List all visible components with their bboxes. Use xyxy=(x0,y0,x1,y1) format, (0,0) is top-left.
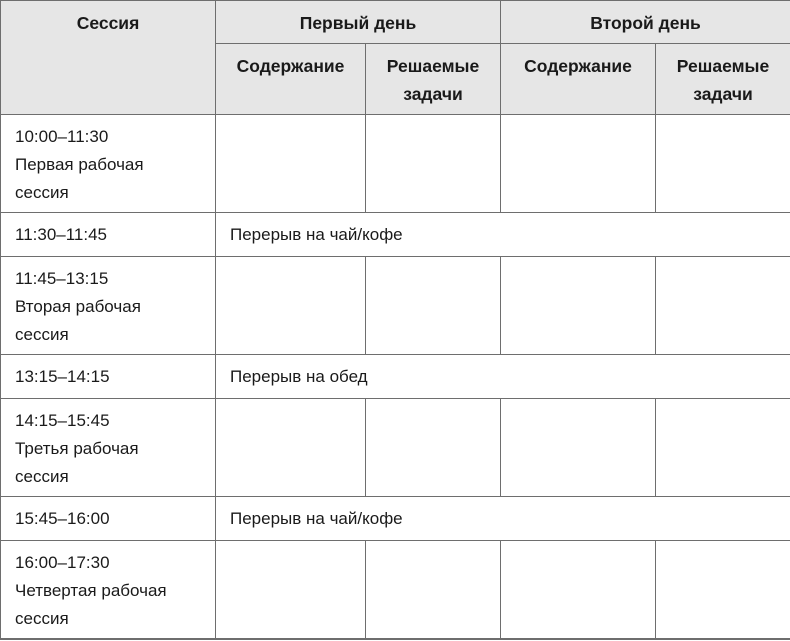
session-name-cont: сессия xyxy=(15,325,69,344)
header-day2-tasks xyxy=(656,44,790,115)
table-row xyxy=(1,497,790,541)
break-label: Перерыв на обед xyxy=(216,355,790,399)
header-row-top xyxy=(1,1,790,44)
day1-tasks-cell xyxy=(366,115,501,213)
day1-content-cell xyxy=(216,399,366,497)
session-name-cont: сессия xyxy=(15,609,69,628)
day2-content-cell xyxy=(501,541,656,639)
day2-tasks-cell xyxy=(656,541,790,639)
tasks-line1: Решаемые xyxy=(386,56,480,76)
session-name: Четвертая рабочая xyxy=(15,581,167,600)
day1-content-cell xyxy=(216,257,366,355)
day1-tasks-cell xyxy=(366,541,501,639)
session-time: 11:45–13:15 xyxy=(15,269,109,288)
table-row xyxy=(1,541,790,639)
day2-content-cell xyxy=(501,115,656,213)
day1-content-cell xyxy=(216,115,366,213)
tasks-line2: задачи xyxy=(403,84,463,104)
day1-content-cell xyxy=(216,541,366,639)
day2-content-cell xyxy=(501,257,656,355)
table-row xyxy=(1,355,790,399)
session-cell: 11:30–11:45 xyxy=(1,213,216,257)
session-cell: 13:15–14:15 xyxy=(1,355,216,399)
table-row xyxy=(1,257,790,355)
tasks-line2: задачи xyxy=(693,84,753,104)
break-label: Перерыв на чай/кофе xyxy=(216,213,790,257)
session-time: 16:00–17:30 xyxy=(15,553,110,572)
header-session: Сессия xyxy=(1,1,216,115)
session-name-cont: сессия xyxy=(15,467,69,486)
session-name-cont: сессия xyxy=(15,183,69,202)
session-cell: 15:45–16:00 xyxy=(1,497,216,541)
day2-tasks-cell xyxy=(656,257,790,355)
table-row xyxy=(1,213,790,257)
tasks-line1: Решаемые xyxy=(676,56,770,76)
day1-tasks-cell xyxy=(366,399,501,497)
session-name: Вторая рабочая xyxy=(15,297,141,316)
session-time: 14:15–15:45 xyxy=(15,411,110,430)
header-day1: Первый день xyxy=(216,1,501,44)
session-name: Третья рабочая xyxy=(15,439,139,458)
session-cell xyxy=(1,541,216,639)
session-name: Первая рабочая xyxy=(15,155,144,174)
header-day2: Второй день xyxy=(501,1,790,44)
table-row xyxy=(1,115,790,213)
day2-tasks-cell xyxy=(656,115,790,213)
header-day1-content: Содержание xyxy=(216,44,366,115)
day2-content-cell xyxy=(501,399,656,497)
header-day1-tasks xyxy=(366,44,501,115)
day1-tasks-cell xyxy=(366,257,501,355)
table-row xyxy=(1,399,790,497)
session-time: 10:00–11:30 xyxy=(15,127,109,146)
session-cell xyxy=(1,257,216,355)
break-label: Перерыв на чай/кофе xyxy=(216,497,790,541)
header-day2-content: Содержание xyxy=(501,44,656,115)
session-cell xyxy=(1,399,216,497)
day2-tasks-cell xyxy=(656,399,790,497)
session-cell xyxy=(1,115,216,213)
